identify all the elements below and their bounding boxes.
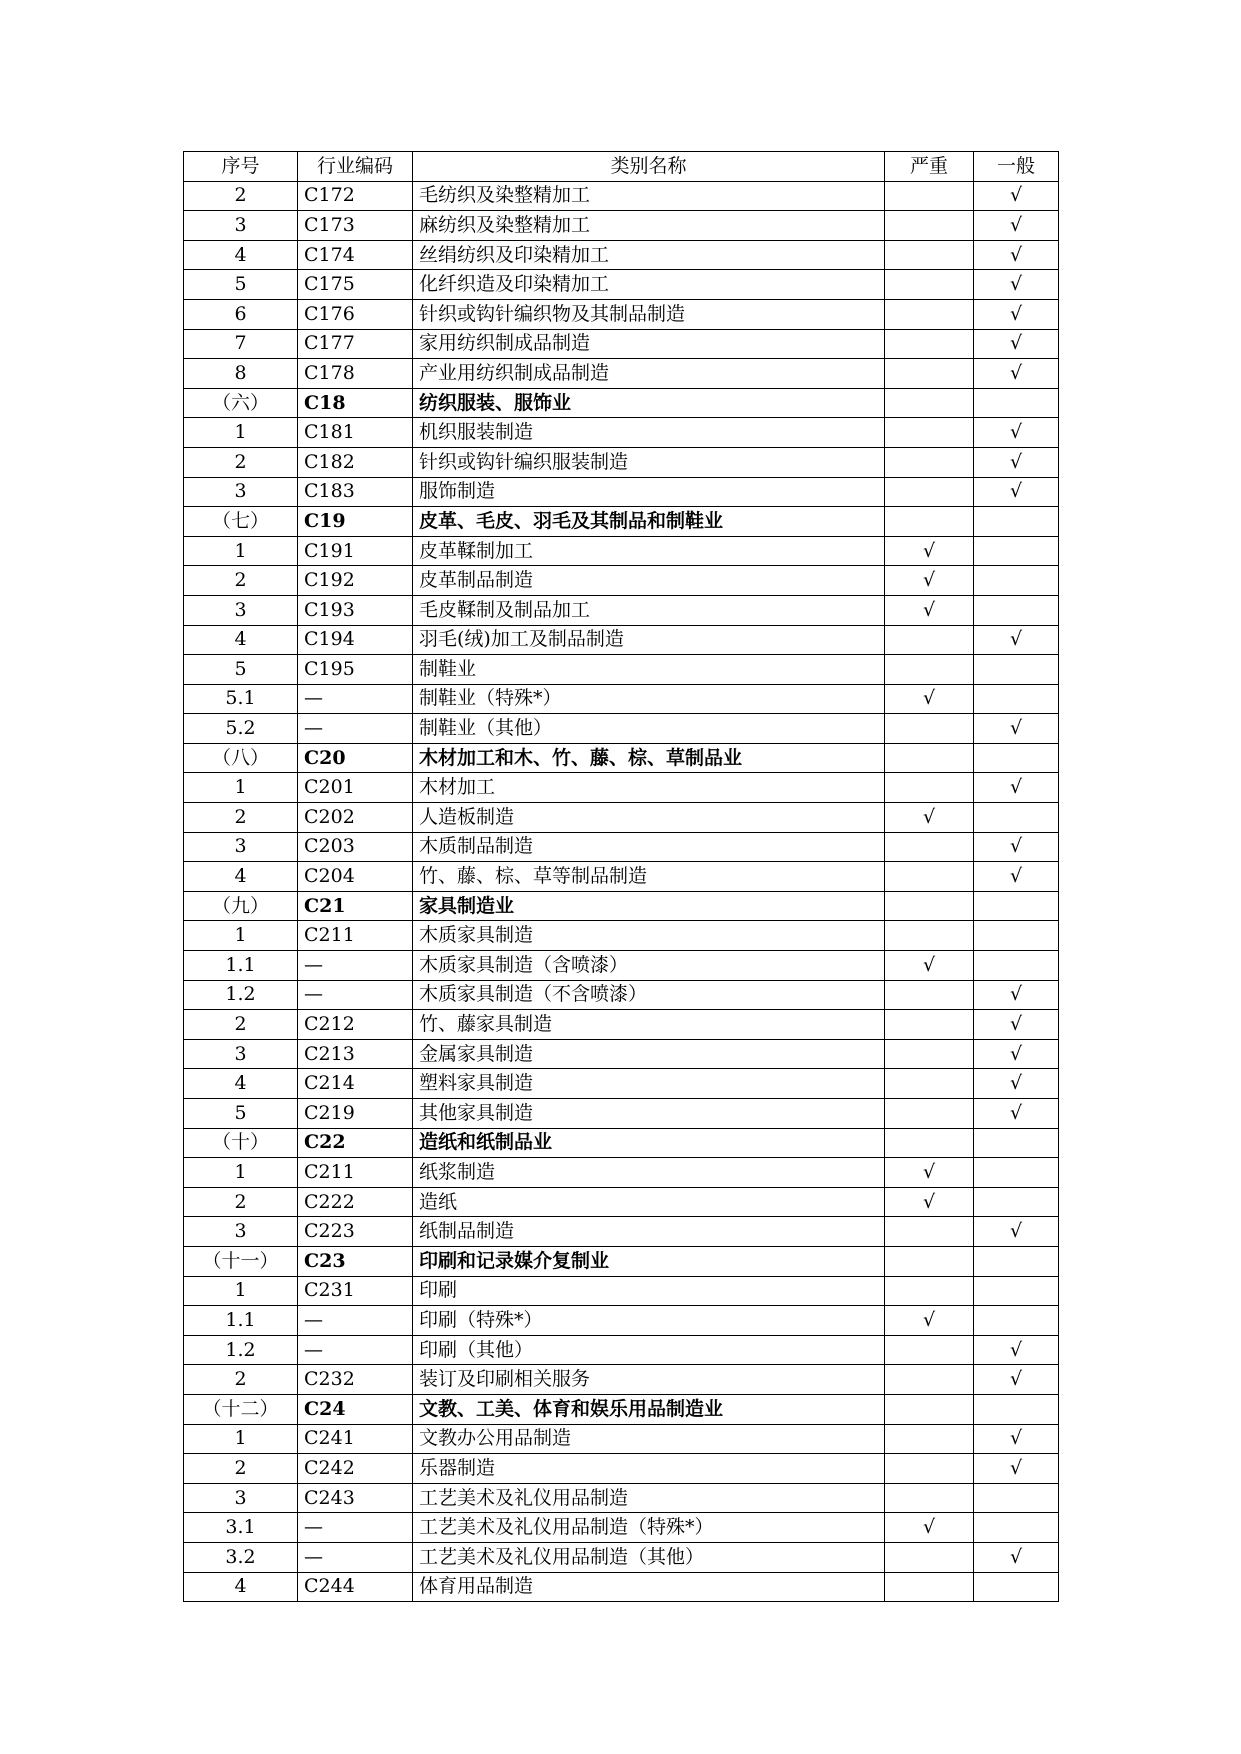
cell-code: C174 <box>298 240 413 270</box>
cell-name: 竹、藤家具制造 <box>413 1010 885 1040</box>
cell-name: 文教办公用品制造 <box>413 1424 885 1454</box>
table-group-row <box>184 507 1059 537</box>
cell-name: 纺织服装、服饰业 <box>413 388 885 418</box>
cell-general <box>974 743 1059 773</box>
cell-severe <box>885 714 974 744</box>
cell-code: C194 <box>298 625 413 655</box>
table-row <box>184 625 1059 655</box>
cell-general: √ <box>974 181 1059 211</box>
cell-code: C191 <box>298 536 413 566</box>
cell-severe <box>885 329 974 359</box>
table-group-row <box>184 1246 1059 1276</box>
cell-code: — <box>298 1306 413 1336</box>
cell-general: √ <box>974 862 1059 892</box>
cell-general: √ <box>974 1069 1059 1099</box>
cell-name: 印刷（特殊*） <box>413 1306 885 1336</box>
cell-name: 机织服装制造 <box>413 418 885 448</box>
cell-severe <box>885 1394 974 1424</box>
cell-general <box>974 1246 1059 1276</box>
cell-general <box>974 595 1059 625</box>
cell-code: C214 <box>298 1069 413 1099</box>
cell-name: 丝绢纺织及印染精加工 <box>413 240 885 270</box>
cell-severe <box>885 1542 974 1572</box>
cell-severe <box>885 1454 974 1484</box>
cell-code: — <box>298 980 413 1010</box>
cell-severe <box>885 1276 974 1306</box>
cell-general: √ <box>974 1217 1059 1247</box>
table-row <box>184 921 1059 951</box>
cell-seq: 3 <box>184 595 298 625</box>
cell-general <box>974 1276 1059 1306</box>
cell-code: — <box>298 1542 413 1572</box>
cell-general <box>974 1187 1059 1217</box>
cell-seq: 1 <box>184 773 298 803</box>
cell-code: C173 <box>298 211 413 241</box>
cell-seq: 5.1 <box>184 684 298 714</box>
table-row <box>184 211 1059 241</box>
cell-code: — <box>298 1513 413 1543</box>
cell-code: C212 <box>298 1010 413 1040</box>
cell-general: √ <box>974 329 1059 359</box>
cell-severe <box>885 1483 974 1513</box>
cell-severe <box>885 1335 974 1365</box>
cell-seq: （九） <box>184 891 298 921</box>
cell-name: 皮革、毛皮、羽毛及其制品和制鞋业 <box>413 507 885 537</box>
cell-code: C242 <box>298 1454 413 1484</box>
cell-severe <box>885 1217 974 1247</box>
cell-severe <box>885 418 974 448</box>
cell-name: 工艺美术及礼仪用品制造（特殊*） <box>413 1513 885 1543</box>
cell-severe <box>885 270 974 300</box>
cell-code: — <box>298 684 413 714</box>
cell-severe <box>885 1246 974 1276</box>
cell-name: 制鞋业（其他） <box>413 714 885 744</box>
cell-seq: 3 <box>184 1039 298 1069</box>
cell-seq: 3 <box>184 832 298 862</box>
table-row <box>184 1010 1059 1040</box>
cell-general <box>974 1572 1059 1602</box>
table-row <box>184 477 1059 507</box>
table-row <box>184 447 1059 477</box>
cell-name: 木材加工 <box>413 773 885 803</box>
cell-name: 竹、藤、棕、草等制品制造 <box>413 862 885 892</box>
industry-classification-table <box>183 151 1059 1602</box>
header-general: 一般 <box>974 152 1059 182</box>
cell-general: √ <box>974 447 1059 477</box>
table-group-row <box>184 1128 1059 1158</box>
cell-code: C241 <box>298 1424 413 1454</box>
cell-severe <box>885 891 974 921</box>
cell-code: C232 <box>298 1365 413 1395</box>
cell-seq: 1 <box>184 536 298 566</box>
cell-general: √ <box>974 773 1059 803</box>
table-row <box>184 595 1059 625</box>
cell-name: 人造板制造 <box>413 803 885 833</box>
cell-severe <box>885 921 974 951</box>
cell-severe <box>885 1572 974 1602</box>
cell-code: C213 <box>298 1039 413 1069</box>
cell-seq: 1 <box>184 1276 298 1306</box>
cell-code: C176 <box>298 299 413 329</box>
cell-name: 文教、工美、体育和娱乐用品制造业 <box>413 1394 885 1424</box>
cell-severe <box>885 743 974 773</box>
table-row <box>184 536 1059 566</box>
header-name: 类别名称 <box>413 152 885 182</box>
cell-general <box>974 1483 1059 1513</box>
cell-code: — <box>298 951 413 981</box>
table-row <box>184 714 1059 744</box>
cell-general: √ <box>974 1454 1059 1484</box>
cell-code: C182 <box>298 447 413 477</box>
cell-seq: 1.1 <box>184 1306 298 1336</box>
cell-code: C204 <box>298 862 413 892</box>
cell-name: 毛纺织及染整精加工 <box>413 181 885 211</box>
cell-seq: 4 <box>184 1069 298 1099</box>
cell-code: C22 <box>298 1128 413 1158</box>
cell-general: √ <box>974 418 1059 448</box>
cell-severe <box>885 655 974 685</box>
cell-code: C195 <box>298 655 413 685</box>
cell-general: √ <box>974 1365 1059 1395</box>
cell-seq: （十） <box>184 1128 298 1158</box>
cell-name: 针织或钩针编织物及其制品制造 <box>413 299 885 329</box>
table-row <box>184 773 1059 803</box>
cell-name: 针织或钩针编织服装制造 <box>413 447 885 477</box>
table-row <box>184 1513 1059 1543</box>
table-row <box>184 1335 1059 1365</box>
cell-general: √ <box>974 270 1059 300</box>
cell-name: 羽毛(绒)加工及制品制造 <box>413 625 885 655</box>
cell-general <box>974 951 1059 981</box>
table-row <box>184 1039 1059 1069</box>
cell-severe <box>885 1099 974 1129</box>
cell-name: 乐器制造 <box>413 1454 885 1484</box>
cell-general <box>974 566 1059 596</box>
cell-code: C18 <box>298 388 413 418</box>
cell-code: C21 <box>298 891 413 921</box>
cell-name: 服饰制造 <box>413 477 885 507</box>
table-row <box>184 1306 1059 1336</box>
cell-seq: 4 <box>184 240 298 270</box>
cell-general <box>974 1306 1059 1336</box>
table-row <box>184 1572 1059 1602</box>
cell-name: 木质家具制造（不含喷漆） <box>413 980 885 1010</box>
table-row <box>184 803 1059 833</box>
table-row <box>184 1365 1059 1395</box>
cell-general: √ <box>974 477 1059 507</box>
cell-severe <box>885 980 974 1010</box>
cell-general: √ <box>974 1099 1059 1129</box>
cell-general: √ <box>974 1010 1059 1040</box>
cell-severe <box>885 1010 974 1040</box>
cell-severe <box>885 240 974 270</box>
cell-severe <box>885 211 974 241</box>
table-row <box>184 1542 1059 1572</box>
cell-general: √ <box>974 1335 1059 1365</box>
header-seq: 序号 <box>184 152 298 182</box>
cell-name: 金属家具制造 <box>413 1039 885 1069</box>
cell-severe: √ <box>885 1158 974 1188</box>
cell-general: √ <box>974 240 1059 270</box>
table-row <box>184 1483 1059 1513</box>
cell-code: C219 <box>298 1099 413 1129</box>
cell-name: 印刷 <box>413 1276 885 1306</box>
cell-name: 家具制造业 <box>413 891 885 921</box>
cell-name: 造纸和纸制品业 <box>413 1128 885 1158</box>
cell-name: 产业用纺织制成品制造 <box>413 359 885 389</box>
cell-name: 印刷（其他） <box>413 1335 885 1365</box>
cell-name: 木质家具制造 <box>413 921 885 951</box>
cell-name: 木材加工和木、竹、藤、棕、草制品业 <box>413 743 885 773</box>
cell-name: 纸浆制造 <box>413 1158 885 1188</box>
cell-severe <box>885 1365 974 1395</box>
table-row <box>184 980 1059 1010</box>
table-row <box>184 418 1059 448</box>
cell-severe <box>885 1128 974 1158</box>
cell-severe <box>885 1069 974 1099</box>
table-header-row <box>184 152 1059 182</box>
cell-severe: √ <box>885 684 974 714</box>
cell-general: √ <box>974 359 1059 389</box>
table-row <box>184 359 1059 389</box>
cell-general <box>974 655 1059 685</box>
cell-general: √ <box>974 980 1059 1010</box>
cell-code: C175 <box>298 270 413 300</box>
cell-general: √ <box>974 299 1059 329</box>
header-severe: 严重 <box>885 152 974 182</box>
table-row <box>184 566 1059 596</box>
cell-code: — <box>298 714 413 744</box>
cell-code: C244 <box>298 1572 413 1602</box>
cell-code: C223 <box>298 1217 413 1247</box>
table-row <box>184 1276 1059 1306</box>
cell-severe: √ <box>885 595 974 625</box>
cell-severe <box>885 1424 974 1454</box>
cell-seq: 7 <box>184 329 298 359</box>
cell-severe <box>885 1039 974 1069</box>
table-row <box>184 1099 1059 1129</box>
cell-seq: 1 <box>184 418 298 448</box>
cell-seq: 6 <box>184 299 298 329</box>
cell-seq: 5.2 <box>184 714 298 744</box>
cell-seq: 5 <box>184 270 298 300</box>
cell-seq: 2 <box>184 1365 298 1395</box>
cell-name: 麻纺织及染整精加工 <box>413 211 885 241</box>
cell-seq: 2 <box>184 181 298 211</box>
cell-code: C178 <box>298 359 413 389</box>
table-row <box>184 1158 1059 1188</box>
cell-seq: 2 <box>184 1010 298 1040</box>
cell-code: C193 <box>298 595 413 625</box>
cell-seq: 1 <box>184 921 298 951</box>
cell-seq: 8 <box>184 359 298 389</box>
table-row <box>184 329 1059 359</box>
cell-seq: 1.2 <box>184 1335 298 1365</box>
cell-general: √ <box>974 211 1059 241</box>
cell-severe <box>885 773 974 803</box>
table-row <box>184 684 1059 714</box>
cell-general <box>974 921 1059 951</box>
table-row <box>184 655 1059 685</box>
table-row <box>184 181 1059 211</box>
cell-seq: 2 <box>184 1187 298 1217</box>
table-body <box>184 181 1059 1602</box>
cell-severe: √ <box>885 536 974 566</box>
cell-name: 木质家具制造（含喷漆） <box>413 951 885 981</box>
table-row <box>184 951 1059 981</box>
table-row <box>184 1454 1059 1484</box>
cell-general <box>974 1158 1059 1188</box>
cell-severe <box>885 388 974 418</box>
cell-seq: 3 <box>184 1483 298 1513</box>
cell-code: C177 <box>298 329 413 359</box>
cell-seq: （七） <box>184 507 298 537</box>
cell-seq: （六） <box>184 388 298 418</box>
cell-code: C23 <box>298 1246 413 1276</box>
cell-seq: 3.2 <box>184 1542 298 1572</box>
cell-code: C172 <box>298 181 413 211</box>
cell-severe: √ <box>885 1306 974 1336</box>
cell-general <box>974 684 1059 714</box>
table-row <box>184 1069 1059 1099</box>
cell-seq: 3 <box>184 1217 298 1247</box>
cell-code: C203 <box>298 832 413 862</box>
table-group-row <box>184 388 1059 418</box>
table-group-row <box>184 743 1059 773</box>
cell-seq: （十二） <box>184 1394 298 1424</box>
cell-severe <box>885 832 974 862</box>
cell-code: — <box>298 1335 413 1365</box>
cell-severe <box>885 507 974 537</box>
cell-seq: 4 <box>184 625 298 655</box>
cell-general: √ <box>974 625 1059 655</box>
cell-seq: 5 <box>184 655 298 685</box>
cell-code: C24 <box>298 1394 413 1424</box>
cell-name: 工艺美术及礼仪用品制造（其他） <box>413 1542 885 1572</box>
cell-code: C202 <box>298 803 413 833</box>
cell-name: 塑料家具制造 <box>413 1069 885 1099</box>
cell-general <box>974 1394 1059 1424</box>
cell-code: C183 <box>298 477 413 507</box>
cell-severe <box>885 359 974 389</box>
cell-severe: √ <box>885 951 974 981</box>
cell-code: C201 <box>298 773 413 803</box>
cell-code: C211 <box>298 921 413 951</box>
cell-severe <box>885 862 974 892</box>
cell-general: √ <box>974 1424 1059 1454</box>
cell-code: C20 <box>298 743 413 773</box>
cell-code: C243 <box>298 1483 413 1513</box>
cell-general: √ <box>974 1039 1059 1069</box>
cell-code: C181 <box>298 418 413 448</box>
cell-general: √ <box>974 832 1059 862</box>
cell-name: 印刷和记录媒介复制业 <box>413 1246 885 1276</box>
cell-seq: 2 <box>184 1454 298 1484</box>
cell-general <box>974 1128 1059 1158</box>
cell-severe <box>885 299 974 329</box>
cell-general: √ <box>974 1542 1059 1572</box>
cell-name: 纸制品制造 <box>413 1217 885 1247</box>
table-row <box>184 299 1059 329</box>
cell-code: C192 <box>298 566 413 596</box>
cell-name: 家用纺织制成品制造 <box>413 329 885 359</box>
cell-general <box>974 803 1059 833</box>
cell-seq: 3 <box>184 477 298 507</box>
cell-name: 装订及印刷相关服务 <box>413 1365 885 1395</box>
cell-seq: 1.1 <box>184 951 298 981</box>
table-row <box>184 270 1059 300</box>
cell-severe: √ <box>885 803 974 833</box>
cell-seq: （十一） <box>184 1246 298 1276</box>
table-row <box>184 862 1059 892</box>
cell-code: C222 <box>298 1187 413 1217</box>
cell-seq: 4 <box>184 862 298 892</box>
cell-seq: 1 <box>184 1424 298 1454</box>
cell-name: 皮革鞣制加工 <box>413 536 885 566</box>
cell-name: 造纸 <box>413 1187 885 1217</box>
cell-seq: 2 <box>184 803 298 833</box>
table-group-row <box>184 891 1059 921</box>
cell-name: 制鞋业（特殊*） <box>413 684 885 714</box>
cell-seq: 3 <box>184 211 298 241</box>
cell-seq: 3.1 <box>184 1513 298 1543</box>
cell-seq: 1.2 <box>184 980 298 1010</box>
cell-name: 木质制品制造 <box>413 832 885 862</box>
cell-name: 皮革制品制造 <box>413 566 885 596</box>
table-row <box>184 240 1059 270</box>
cell-general <box>974 1513 1059 1543</box>
cell-severe: √ <box>885 566 974 596</box>
cell-name: 制鞋业 <box>413 655 885 685</box>
cell-seq: 4 <box>184 1572 298 1602</box>
cell-severe <box>885 447 974 477</box>
cell-severe <box>885 477 974 507</box>
cell-seq: （八） <box>184 743 298 773</box>
table-group-row <box>184 1394 1059 1424</box>
table-row <box>184 1217 1059 1247</box>
table-row <box>184 1424 1059 1454</box>
cell-name: 工艺美术及礼仪用品制造 <box>413 1483 885 1513</box>
cell-general <box>974 891 1059 921</box>
cell-severe: √ <box>885 1513 974 1543</box>
cell-seq: 2 <box>184 447 298 477</box>
cell-name: 毛皮鞣制及制品加工 <box>413 595 885 625</box>
cell-general: √ <box>974 714 1059 744</box>
cell-severe <box>885 181 974 211</box>
cell-code: C231 <box>298 1276 413 1306</box>
cell-code: C211 <box>298 1158 413 1188</box>
cell-seq: 1 <box>184 1158 298 1188</box>
cell-name: 化纤织造及印染精加工 <box>413 270 885 300</box>
cell-name: 其他家具制造 <box>413 1099 885 1129</box>
table-row <box>184 832 1059 862</box>
cell-seq: 2 <box>184 566 298 596</box>
table-row <box>184 1187 1059 1217</box>
cell-general <box>974 536 1059 566</box>
cell-name: 体育用品制造 <box>413 1572 885 1602</box>
cell-seq: 5 <box>184 1099 298 1129</box>
cell-code: C19 <box>298 507 413 537</box>
cell-severe <box>885 625 974 655</box>
header-code: 行业编码 <box>298 152 413 182</box>
cell-general <box>974 388 1059 418</box>
cell-severe: √ <box>885 1187 974 1217</box>
cell-general <box>974 507 1059 537</box>
